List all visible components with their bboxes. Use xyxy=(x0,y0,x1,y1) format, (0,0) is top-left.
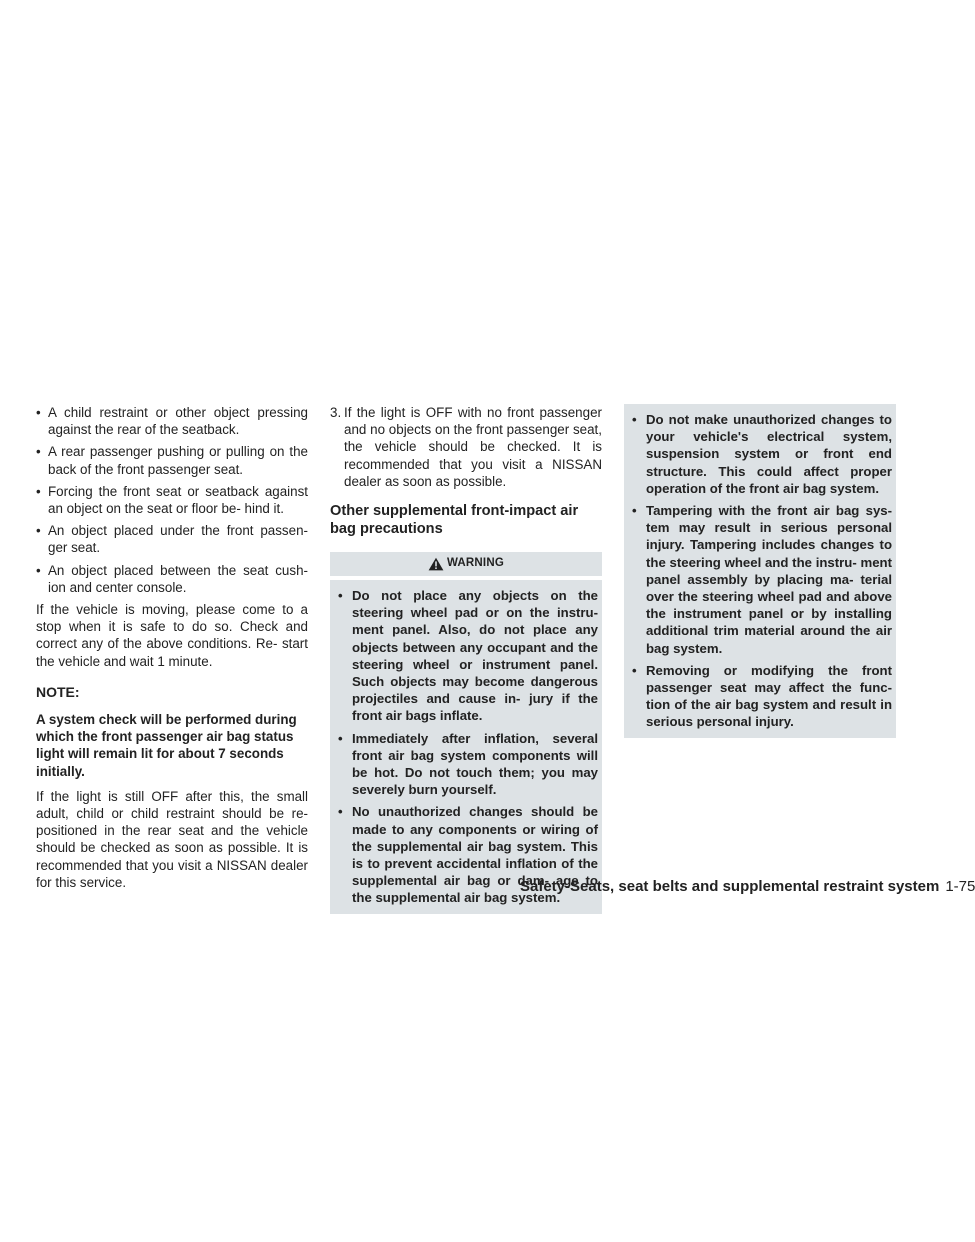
list-item: • A child restraint or other object pressing against the rear of the seatback. xyxy=(36,404,308,438)
warning-item: • Tampering with the front air bag sys- tem may result in serious personal injury. Tampering includes changes to the steering wheel and the instru- ment panel assembly by placing ma- terial over the steering wheel pad and above the instrument panel or by installing additional trim material around the air bag system. xyxy=(630,502,892,657)
warning-item: • Removing or modifying the front passenger seat may affect the func- tion of the air bag system and result in serious personal injury. xyxy=(630,662,892,731)
list-item: • An object placed under the front passen- ger seat. xyxy=(36,522,308,556)
right-column xyxy=(624,404,896,738)
footer-section-title: Safety-Seats, seat belts and supplemental restraint system xyxy=(520,878,940,895)
step-number: 3. xyxy=(330,405,342,420)
note-text: A system check will be performed during which the front passenger air bag status light will remain lit for about 7 seconds initially. xyxy=(36,712,297,779)
warning-box xyxy=(330,580,602,914)
warning-triangle-icon xyxy=(428,557,444,571)
middle-column xyxy=(330,404,602,914)
warning-item: • Do not make unauthorized changes to your vehicle's electrical system, suspension system or front end structure. This could affect proper operation of the front air bag system. xyxy=(630,411,892,497)
warning-item: • Immediately after inflation, several front air bag system components will be hot. Do not touch them; you may severely burn yourself. xyxy=(336,730,598,799)
list-item: • Forcing the front seat or seatback against an object on the seat or floor be- hind it. xyxy=(36,483,308,517)
warning-item: • No unauthorized changes should be made to any components or wiring of the supplemental air bag system. This is to prevent accidental inflation of the supplemental air bag or dam- age to the supplemental air bag system. xyxy=(336,803,598,906)
reposition-paragraph: If the light is still OFF after this, the small adult, child or child restraint should be re- positioned in the rear seat and the vehicle should be checked as soon as possible. It is recommended that you visit a NISSAN dealer for this service. xyxy=(36,788,308,890)
conditions-list xyxy=(36,404,308,596)
warning-item: • Do not place any objects on the steering wheel pad or on the instru- ment panel. Also, do not place any objects between any occupant and the steering wheel or instrument panel. Such objects may become dangerous projectiles and cause in- jury if the front air bags inflate. xyxy=(336,587,598,725)
left-column xyxy=(36,404,308,899)
numbered-step xyxy=(330,404,602,490)
list-item: • A rear passenger pushing or pulling on the back of the front passenger seat. xyxy=(36,443,308,477)
section-heading: Other supplemental front-impact air bag precautions xyxy=(330,503,579,538)
page-number: 1-75 xyxy=(945,878,975,895)
page-footer xyxy=(520,878,975,895)
warning-title: WARNING xyxy=(447,557,504,570)
warning-header xyxy=(330,552,602,576)
restart-paragraph: If the vehicle is moving, please come to a stop when it is safe to do so. Check and correct any of the above conditions. Re- start the vehicle and wait 1 minute. xyxy=(36,602,308,669)
note-heading: NOTE: xyxy=(36,683,80,700)
warning-box-continued xyxy=(624,404,896,738)
step-text: If the light is OFF with no front passenger and no objects on the front passenger seat, the vehicle should be checked. It is recommended that you visit a NISSAN dealer as soon as possible. xyxy=(344,405,602,489)
list-item: • An object placed between the seat cush- ion and center console. xyxy=(36,562,308,596)
